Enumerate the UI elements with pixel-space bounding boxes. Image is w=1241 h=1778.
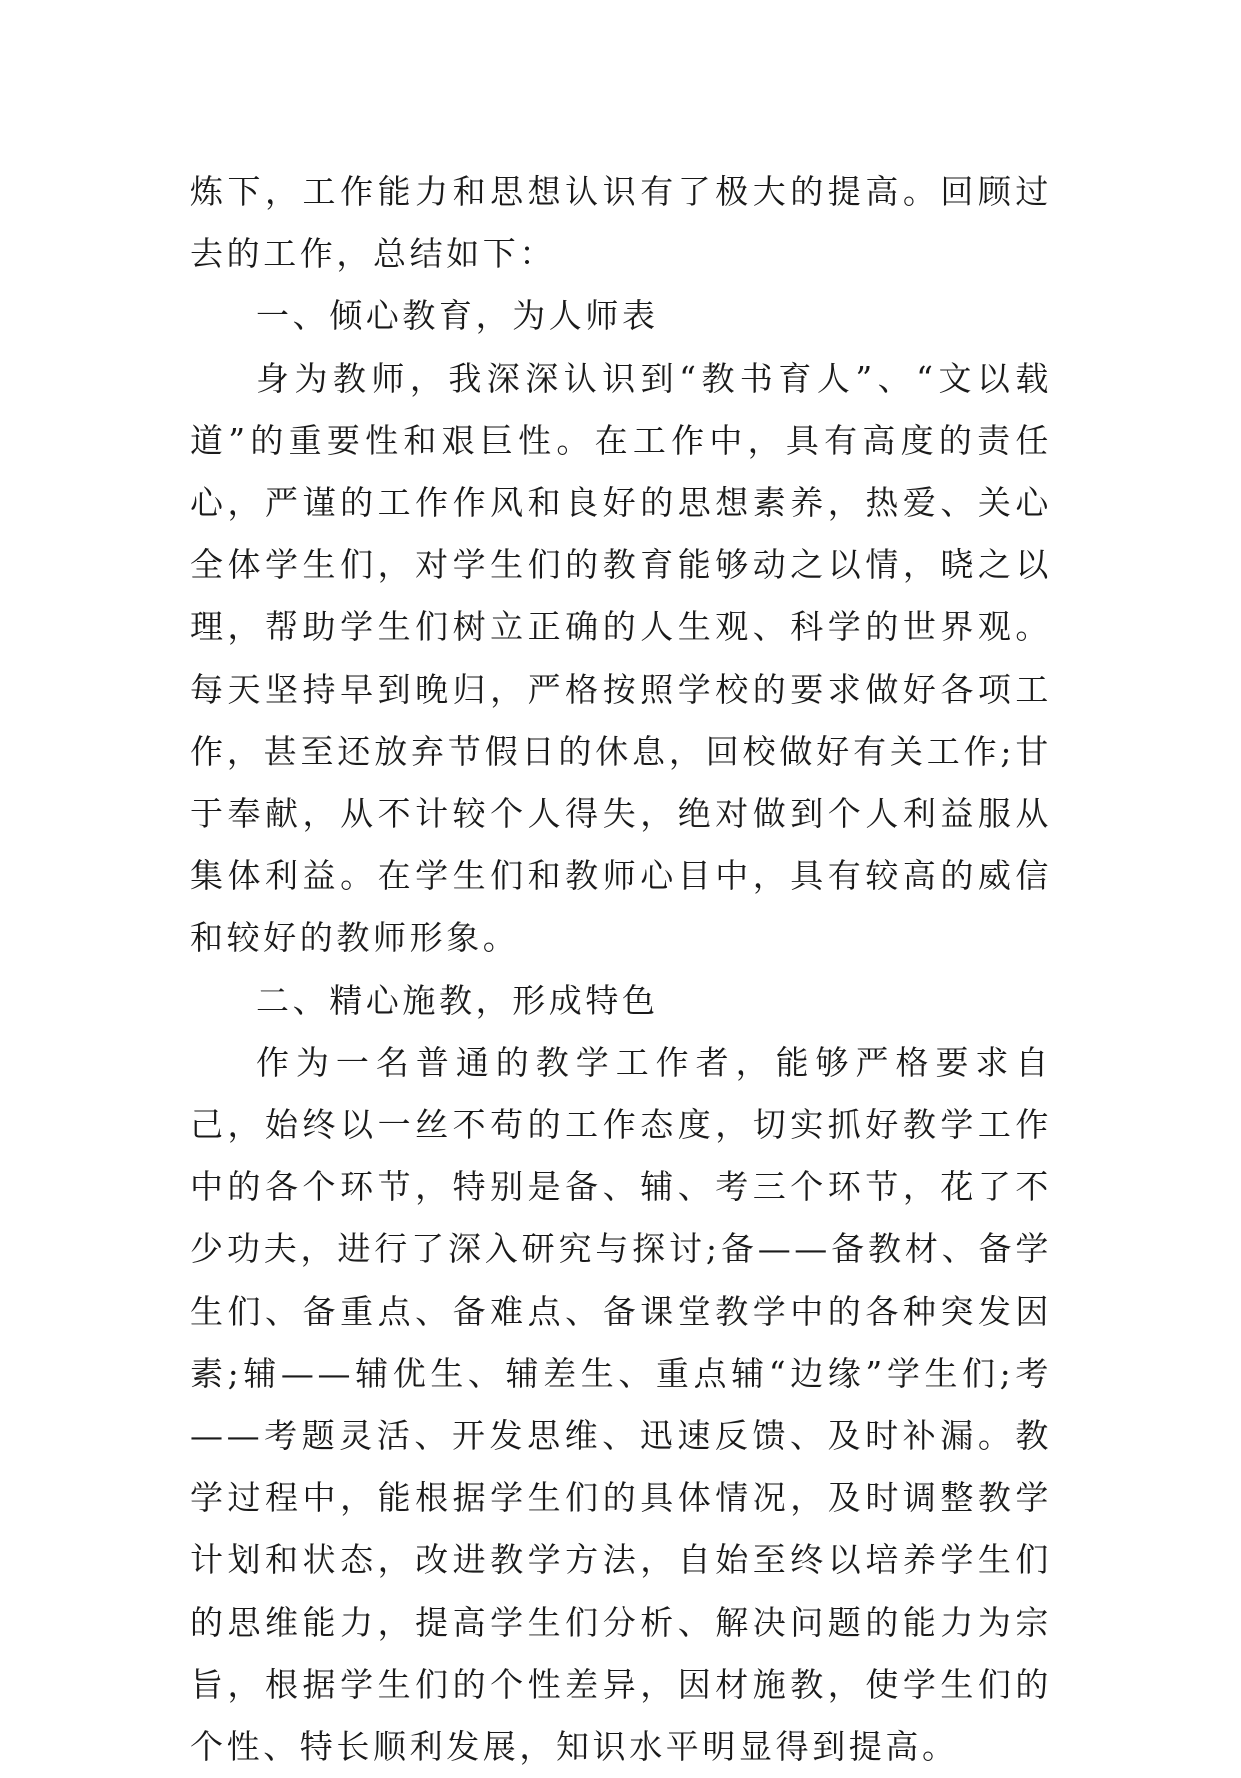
paragraph-intro-continuation: 炼下，工作能力和思想认识有了极大的提高。回顾过去的工作，总结如下： [190,172,1052,274]
document-body [190,161,1052,1778]
paragraph-section-1: 身为教师，我深深认识到“教书育人”、“文以载道”的重要性和艰巨性。在工作中，具有高度的责任心，严谨的工作作风和良好的思想素养，热爱、关心全体学生们，对学生们的教育能够动之以情，晓之以理，帮助学生们树立正确的人生观、科学的世界观。每天坚持早到晚归，严格按照学校的要求做好各项工作，甚至还放弃节假日的休息，回校做好有关工作;甘于奉献，从不计较个人得失，绝对做到个人利益服从集体利益。在学生们和教师心目中，具有较高的威信和较好的教师形象。 [190,358,1052,958]
paragraph-section-2: 作为一名普通的教学工作者，能够严格要求自己，始终以一丝不苟的工作态度，切实抓好教学工作中的各个环节，特别是备、辅、考三个环节，花了不少功夫，进行了深入研究与探讨;备——备教材、备学生们、备重点、备难点、备课堂教学中的各种突发因素;辅——辅优生、辅差生、重点辅“边缘”学生们;考——考题灵活、开发思维、迅速反馈、及时补漏。教学过程中，能根据学生们的具体情况，及时调整教学计划和状态，改进教学方法，自始至终以培养学生们的思维能力，提高学生们分析、解决问题的能力为宗旨，根据学生们的个性差异，因材施教，使学生们的个性、特长顺利发展，知识水平明显得到提高。 [190,1042,1052,1767]
section-heading-2: 二、精心施教，形成特色 [256,980,659,1020]
section-heading-1: 一、倾心教育，为人师表 [256,296,659,336]
